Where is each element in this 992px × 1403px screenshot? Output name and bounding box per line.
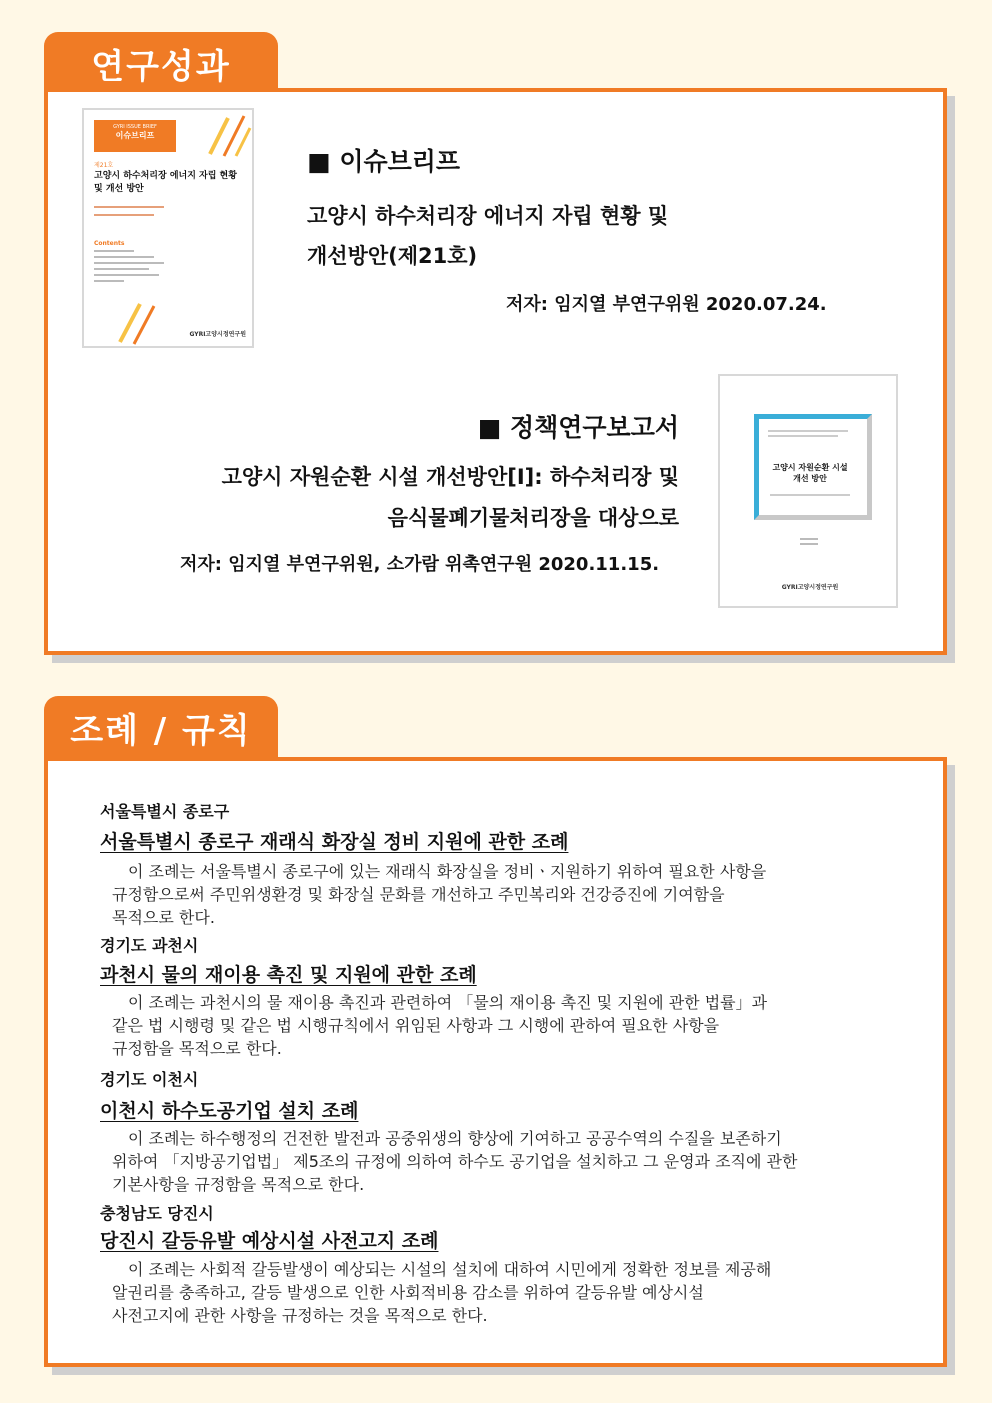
issue-brief-title-line1[interactable]: 고양시 하수처리장 에너지 자립 현황 및 [307,204,669,228]
ordinance-body-line: 이 조례는 과천시의 물 재이용 촉진과 관련하여 「물의 재이용 촉진 및 지원에 관한 법률」과 [128,993,768,1012]
cover-issue-no: 제21호 [94,162,114,169]
research-panel [44,88,947,655]
ordinance-body-line: 사전고지에 관한 사항을 규정하는 것을 목적으로 한다. [112,1306,488,1325]
cover-title-line1: 고양시 하수처리장 에너지 자립 현황 [94,171,237,181]
ordinance-body-line: 규정함을 목적으로 한다. [112,1039,282,1058]
ordinance-region: 충청남도 당진시 [100,1204,214,1223]
ordinance-body-line: 알권리를 충족하고, 갈등 발생으로 인한 사회적비용 감소를 위하여 갈등유발 예상시설 [112,1283,704,1302]
ordinance-body-line: 기본사항을 규정함을 목적으로 한다. [112,1175,365,1194]
cover-bottom-stripe-icon [114,298,174,346]
ordinance-title[interactable]: 서울특별시 종로구 재래식 화장실 정비 지원에 관한 조례 [100,831,569,853]
ordinance-body [112,991,942,1060]
cover-stripe-icon [202,114,252,158]
report-cover-publisher: GYRI고양시정연구원 [781,584,839,591]
ordinance-body-line: 이 조례는 서울특별시 종로구에 있는 재래식 화장실을 정비ㆍ지원하기 위하여 필요한 사항을 [128,862,767,881]
report-cover-title-line2: 개선 방안 [793,474,827,483]
cover-publisher: GYRI고양시정연구원 [189,331,246,338]
ordinance-body [112,1258,942,1327]
issue-brief-heading: ■ 이슈브리프 [307,147,461,176]
policy-report-author: 저자: 임지열 부연구위원, 소가람 위촉연구원 2020.11.15. [180,554,660,575]
cover-title-line2: 및 개선 방안 [94,184,144,194]
report-cover-title-line1: 고양시 자원순환 시설 [772,463,848,472]
ordinance-region: 서울특별시 종로구 [100,802,230,821]
policy-report-title-line2[interactable]: 음식물폐기물처리장을 대상으로 [387,506,679,530]
ordinance-region: 경기도 과천시 [100,936,199,955]
issue-brief-cover[interactable] [82,108,254,348]
ordinance-body-line: 이 조례는 사회적 갈등발생이 예상되는 시설의 설치에 대하여 시민에게 정확한 정보를 제공해 [128,1260,772,1279]
ordinance-region: 경기도 이천시 [100,1070,199,1089]
ordinance-panel [44,757,947,1367]
cover-banner [94,120,176,152]
policy-report-heading: ■ 정책연구보고서 [477,413,679,442]
ordinance-body [112,860,942,929]
section-tab-label: 연구성과 [91,46,231,87]
section-tab-research [44,32,278,94]
ordinance-title[interactable]: 이천시 하수도공기업 설치 조례 [100,1100,359,1122]
section-tab-label: 조례 / 규칙 [70,710,252,751]
report-cover-caption-line [770,494,850,496]
issue-brief-title-line2[interactable]: 개선방안(제21호) [307,244,478,268]
ordinance-body-line: 위하여 「지방공기업법」 제5조의 규정에 의하여 하수도 공기업을 설치하고 그 운영과 조직에 관한 [112,1152,798,1171]
report-cover-subtitle-lines [768,430,848,437]
ordinance-body-line: 목적으로 한다. [112,908,215,927]
ordinance-body-line: 규정함으로써 주민위생환경 및 화장실 문화를 개선하고 주민복리와 건강증진에 기여함을 [112,885,725,904]
cover-banner-line2: 이슈브리프 [115,131,155,140]
ordinance-body-line: 같은 법 시행령 및 같은 법 시행규칙에서 위임된 사항과 그 시행에 관하여 필요한 사항을 [112,1016,720,1035]
report-cover-author-lines [800,538,818,545]
ordinance-title[interactable]: 과천시 물의 재이용 촉진 및 지원에 관한 조례 [100,964,477,986]
cover-line-placeholders [94,206,184,216]
section-tab-ordinances [44,696,278,758]
issue-brief-author: 저자: 임지열 부연구위원 2020.07.24. [506,294,827,315]
policy-report-title-line1[interactable]: 고양시 자원순환 시설 개선방안[Ⅰ]: 하수처리장 및 [221,465,679,489]
policy-report-cover[interactable] [718,374,898,608]
ordinance-body-line: 이 조례는 하수행정의 건전한 발전과 공중위생의 향상에 기여하고 공공수역의 수질을 보존하기 [128,1129,782,1148]
cover-banner-line1: GYRI ISSUE BRIEF [113,124,157,130]
ordinance-title[interactable]: 당진시 갈등유발 예상시설 사전고지 조례 [100,1230,439,1252]
cover-contents-lines [94,250,164,282]
cover-contents-label: Contents [94,240,125,247]
ordinance-body [112,1127,942,1196]
